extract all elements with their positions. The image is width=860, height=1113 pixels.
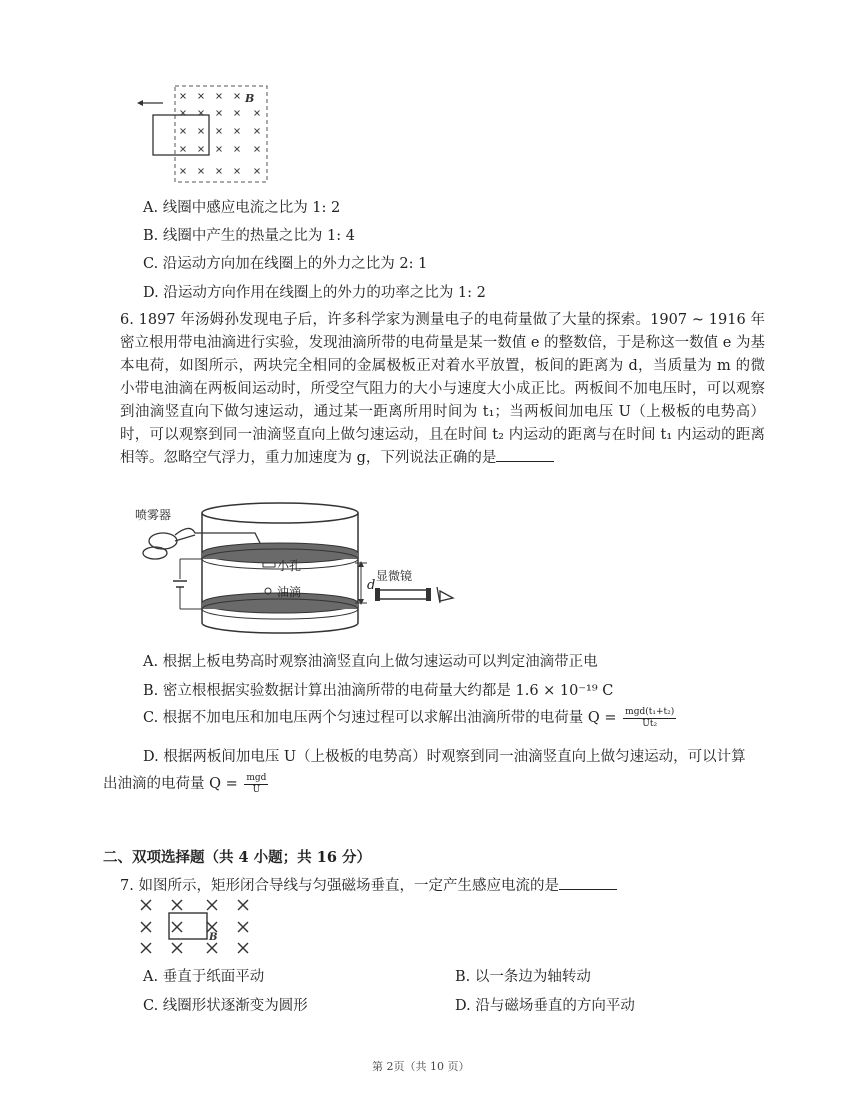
q5-option-d: D. 沿运动方向作用在线圈上的外力的功率之比为 1: 2 [143,285,486,301]
microscope-body [378,590,428,599]
q7-option-b: B. 以一条边为轴转动 [455,969,591,985]
loop-in-field-figure [137,896,255,958]
q6-option-b: B. 密立根根据实验数据计算出油滴所带的电荷量大约都是 1.6 × 10⁻¹⁹ C [143,683,614,699]
distance-label: d [367,578,376,593]
q7-option-a: A. 垂直于纸面平动 [143,969,265,985]
q6-option-d-line2: 出油滴的电荷量 Q = $\frac{\text{mgd}}{U}$ [103,772,267,795]
fraction-c: $\frac{\text{mgd(t₁+t₂)}}{\text{Ut₂}}$ [625,706,675,729]
q6-stem: 6. 1897 年汤姆孙发现电子后，许多科学家为测量电子的电荷量做了大量的探索。1907 ~ 1916 年密立根用带电油滴进行实验，发现油滴所带的电荷量是某一数值 e 的整数倍，于是称这一数值 e 为基本电荷，如图所示，两块完全相同的金属极板正对着水平放置，板间的距离为 d，当质量为 m 的微小带电油滴在两板间运动时，所受空气阻力的大小与速度大小成正比。两板间不加电压时，可以观察到油滴竖直向下做匀速运动，通过某一距离所用时间为 t₁；当两板间加电压 U（上极板的电势高）时，可以观察到同一油滴竖直向上做匀速运动，且在时间 t₂ 内运动的距离与在时间 t₁ 内运动的距离相等。忽略空气浮力，重力加速度为 g，下列说法正确的是 [120,312,765,466]
q7-option-d: D. 沿与磁场垂直的方向平动 [455,998,635,1014]
q5-option-c: C. 沿运动方向加在线圈上的外力之比为 2: 1 [143,256,428,272]
field-label-b: B [209,932,218,943]
answer-blank[interactable] [559,877,617,890]
q6-option-c: C. 根据不加电压和加电压两个匀速过程可以求解出油滴所带的电荷量 Q = $\frac{\text{mgd(t₁+t₂)}}{\text{Ut₂}}$ [143,706,675,729]
q7-stem: 7. 如图所示，矩形闭合导线与匀强磁场垂直，一定产生感应电流的是 [120,874,617,895]
answer-blank[interactable] [496,449,554,462]
coil-field-figure [135,82,275,190]
hole-label: 小孔 [277,559,302,573]
q5-option-a: A. 线圈中感应电流之比为 1: 2 [143,200,341,216]
fraction-d: $\frac{\text{mgd}}{U}$ [246,772,267,795]
microscope-label: 显微镜 [376,569,413,583]
field-label-b: B [245,92,255,105]
sprayer-label: 喷雾器 [135,508,172,522]
rectangular-loop [169,913,207,939]
q6-option-a: A. 根据上板电势高时观察油滴竖直向上做匀速运动可以判定油滴带正电 [143,654,598,670]
field-x-marks [181,94,260,174]
drop-label: 油滴 [277,585,302,599]
millikan-apparatus-figure [135,495,465,645]
q6-option-d-line1: D. 根据两板间加电压 U（上极板的电势高）时观察到同一油滴竖直向上做匀速运动，可以计算 [143,749,746,765]
q5-option-b: B. 线圈中产生的热量之比为 1: 4 [143,228,355,244]
page-number: 第 2页（共 10 页） [372,1060,470,1073]
q7-option-c: C. 线圈形状逐渐变为圆形 [143,998,308,1014]
section-heading: 二、双项选择题（共 4 小题；共 16 分） [103,849,371,866]
